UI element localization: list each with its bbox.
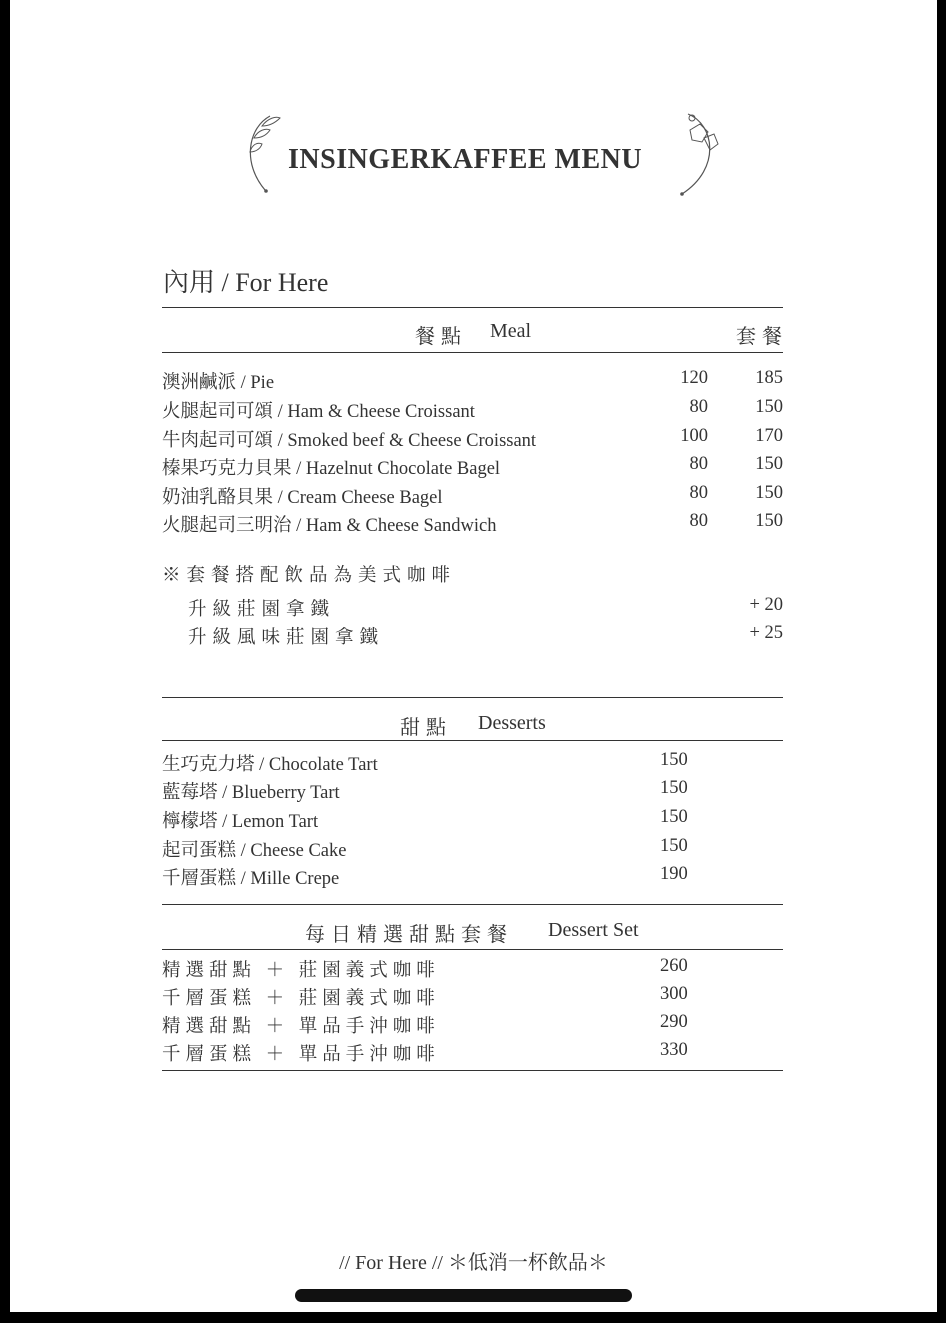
dessert-set-header-rule [162,949,783,950]
dessert-set-top-rule [162,904,783,905]
dessert-set-row [162,1012,783,1038]
dessert-set-header-cn: 每日精選甜點套餐 [305,924,513,946]
upgrade-row [188,595,783,621]
meal-row [162,511,783,537]
set-drink-note: ※套餐搭配飲品為美式咖啡 [162,566,457,586]
meal-item-set-price: 170 [755,426,783,446]
meal-item-price: 120 [680,368,708,388]
dessert-set-item-name: 千層蛋糕 ＋ 莊園義式咖啡 [162,989,440,1009]
dessert-set-item-name: 精選甜點 ＋ 單品手沖咖啡 [162,1017,440,1037]
meal-item-price: 80 [689,483,708,503]
upgrade-price: + 20 [749,595,783,615]
dessert-item-name: 起司蛋糕 / Cheese Cake [162,841,347,861]
meal-item-set-price: 150 [755,483,783,503]
dessert-set-header-en: Dessert Set [548,919,639,941]
upgrade-price: + 25 [749,623,783,643]
meal-item-name: 牛肉起司可頌 / Smoked beef & Cheese Croissant [162,431,537,451]
home-indicator-bar[interactable] [295,1289,632,1302]
dessert-set-row [162,984,783,1010]
meal-item-name: 澳洲鹹派 / Pie [162,373,275,393]
dessert-item-price: 150 [660,778,688,798]
dessert-item-name: 千層蛋糕 / Mille Crepe [162,869,340,889]
meal-item-name: 火腿起司可頌 / Ham & Cheese Croissant [162,402,475,422]
meal-item-price: 80 [689,511,708,531]
dessert-row [162,807,783,833]
dessert-item-name: 藍莓塔 / Blueberry Tart [162,783,340,803]
dessert-set-row [162,956,783,982]
dessert-set-bottom-rule [162,1070,783,1071]
menu-title: INSINGERKAFFEE MENU [288,144,643,175]
desserts-header-cn: 甜點 [400,717,452,739]
desserts-header-rule [162,740,783,741]
meal-header-rule [162,352,783,353]
meal-item-name: 榛果巧克力貝果 / Hazelnut Chocolate Bagel [162,459,501,479]
dessert-item-price: 150 [660,836,688,856]
dessert-item-price: 150 [660,807,688,827]
upgrade-name: 升級風味莊園拿鐵 [188,628,385,648]
meal-row [162,368,783,394]
meal-item-name: 奶油乳酪貝果 / Cream Cheese Bagel [162,488,443,508]
dessert-set-item-price: 300 [660,984,688,1004]
menu-title-block [240,108,720,198]
meal-item-name: 火腿起司三明治 / Ham & Cheese Sandwich [162,516,497,536]
meal-row [162,483,783,509]
meal-row [162,397,783,423]
meal-item-price: 100 [680,426,708,446]
meal-top-rule [162,307,783,308]
dessert-item-price: 150 [660,750,688,770]
meal-item-price: 80 [689,397,708,417]
footer-note: // For Here // ＊低消一杯飲品＊ [339,1252,608,1274]
meal-header-cn: 餐點 [415,326,467,348]
right-leaf-decoration-icon [670,108,725,198]
dessert-row [162,750,783,776]
meal-item-price: 80 [689,454,708,474]
dessert-row [162,836,783,862]
desserts-top-rule [162,697,783,698]
meal-row [162,426,783,452]
dessert-set-item-price: 260 [660,956,688,976]
dessert-item-name: 檸檬塔 / Lemon Tart [162,812,319,832]
meal-header-en: Meal [490,320,532,342]
section-title-for-here: 內用 / For Here [163,268,329,297]
dessert-item-price: 190 [660,864,688,884]
dessert-item-name: 生巧克力塔 / Chocolate Tart [162,755,378,775]
upgrade-row [188,623,783,649]
dessert-set-item-price: 330 [660,1040,688,1060]
dessert-row [162,864,783,890]
meal-item-set-price: 150 [755,511,783,531]
meal-item-set-price: 150 [755,454,783,474]
menu-page [10,0,937,1312]
dessert-set-row [162,1040,783,1066]
meal-set-header: 套餐 [736,326,788,348]
meal-item-set-price: 185 [755,368,783,388]
meal-item-set-price: 150 [755,397,783,417]
dessert-set-item-name: 精選甜點 ＋ 莊園義式咖啡 [162,961,440,981]
desserts-header-en: Desserts [478,712,546,734]
dessert-set-item-name: 千層蛋糕 ＋ 單品手沖咖啡 [162,1045,440,1065]
dessert-row [162,778,783,804]
meal-row [162,454,783,480]
dessert-set-item-price: 290 [660,1012,688,1032]
left-vine-decoration-icon [240,108,290,198]
upgrade-name: 升級莊園拿鐵 [188,600,336,620]
